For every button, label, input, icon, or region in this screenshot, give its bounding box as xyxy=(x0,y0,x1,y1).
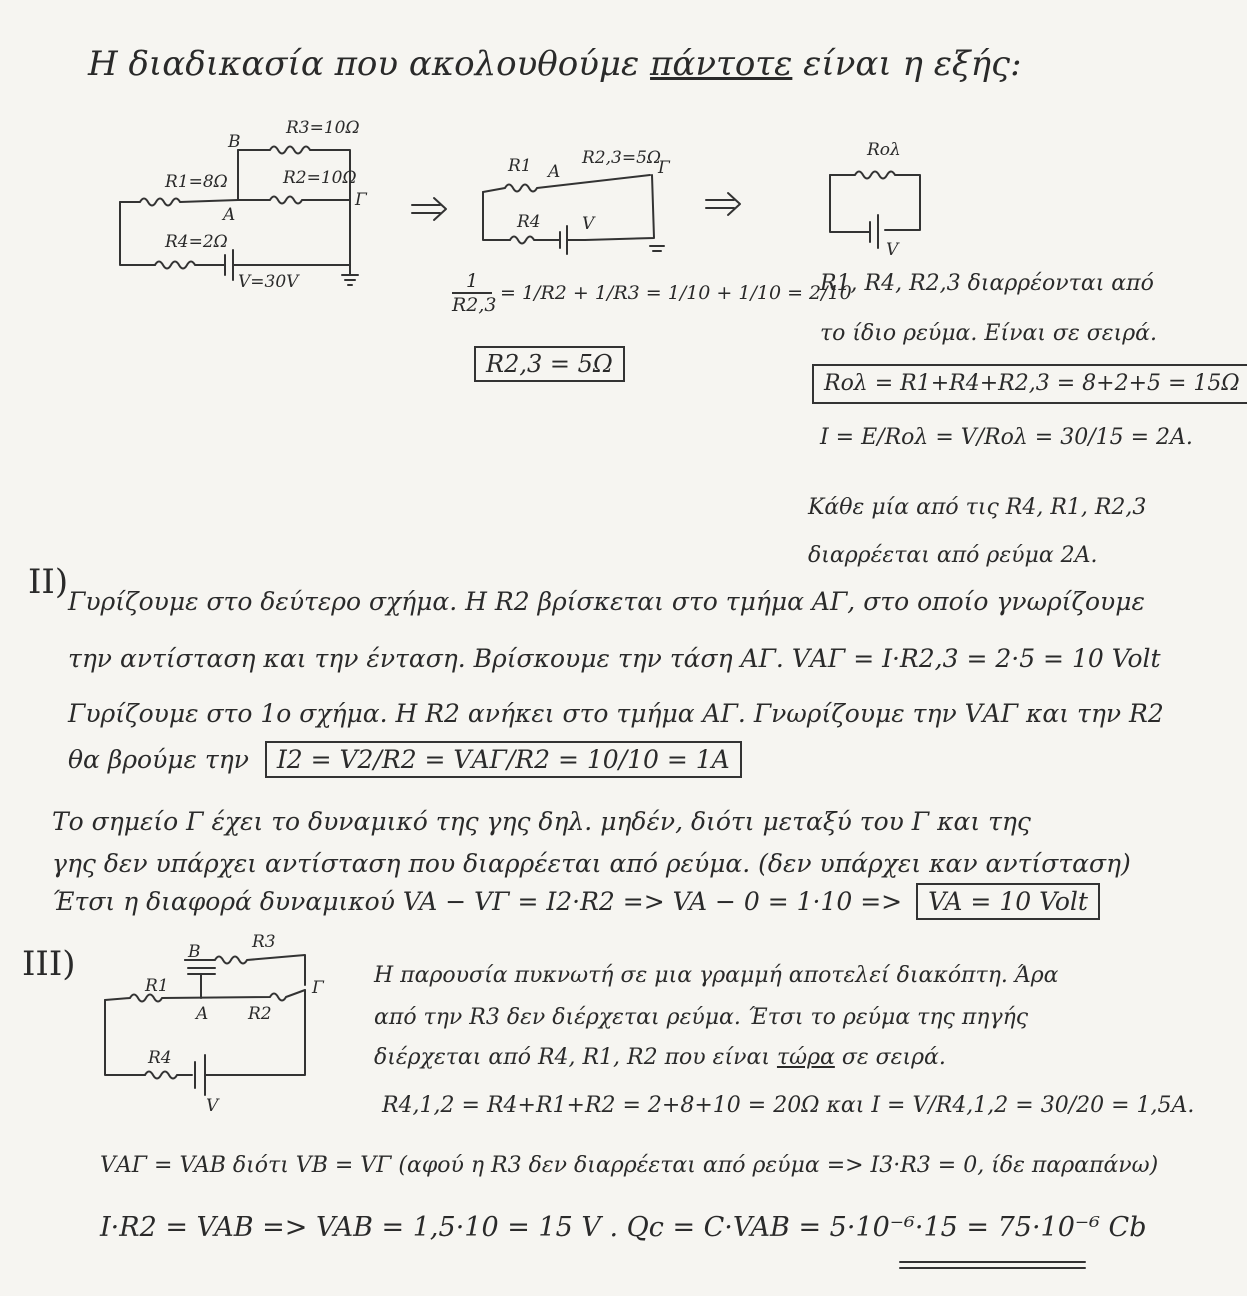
c4-r4 xyxy=(145,1072,192,1079)
circuit-3 xyxy=(830,172,920,249)
c2-r4 xyxy=(510,237,560,244)
c4-label-r3: R3 xyxy=(252,932,276,952)
c1-node-b: B xyxy=(228,132,241,152)
c1-label-r4: R4=2Ω xyxy=(165,232,228,252)
c4-label-r4: R4 xyxy=(148,1048,172,1068)
parallel-lhs xyxy=(452,270,497,316)
c2-label-source: V xyxy=(582,214,595,234)
p2-line-2: την αντίσταση και την ένταση. Βρίσκουμε την τάση ΑΓ. VΑΓ = I·R2,3 = 2·5 = 10 Volt xyxy=(68,644,1161,673)
p2-va-box: VA = 10 Volt xyxy=(916,883,1100,920)
arrow-1 xyxy=(412,198,446,220)
c1-middle-branch xyxy=(238,197,350,204)
c2-label-r1: R1 xyxy=(508,156,532,176)
c1-label-r1: R1=8Ω xyxy=(165,172,228,192)
title-text-end: είναι η εξής: xyxy=(792,44,1022,84)
p3-line-1: Η παρουσία πυκνωτή σε μια γραμμή αποτελεί διακόπτη. Άρα xyxy=(374,963,1059,988)
c4-node-b: B xyxy=(188,942,201,962)
p3-line-3-post: σε σειρά. xyxy=(834,1045,946,1070)
c3-source xyxy=(870,215,878,248)
rc-req-box: Rολ = R1+R4+R2,3 = 8+2+5 = 15Ω xyxy=(812,364,1247,404)
c4-capacitor xyxy=(185,960,215,998)
p2-line-6: γης δεν υπάρχει αντίσταση που διαρρέεται από ρεύμα. (δεν υπάρχει καν αντίσταση) xyxy=(52,849,1131,878)
rc-line-4: διαρρέεται από ρεύμα 2A. xyxy=(808,543,1098,568)
c1-r4 xyxy=(155,262,225,269)
c2-label-r4: R4 xyxy=(517,212,541,232)
parallel-lhs-den: R2,3 xyxy=(452,294,497,316)
c1-ground xyxy=(342,275,358,285)
c2-node-g: Γ xyxy=(658,158,670,178)
c2-left xyxy=(483,192,510,240)
p3-line-2: από την R3 δεν διέρχεται ρεύμα. Έτσι το ρεύμα της πηγής xyxy=(374,1005,1029,1030)
parallel-result: R2,3 = 5Ω xyxy=(474,346,625,382)
c3-label-source: V xyxy=(886,240,899,260)
p3-line-5: VΑΓ = VAB διότι VB = VΓ (αφού η R3 δεν διαρρέεται από ρεύμα => I3·R3 = 0, ίδε παραπάνω) xyxy=(100,1153,1159,1178)
c4-label-r1: R1 xyxy=(145,976,169,996)
circuit-4 xyxy=(105,955,305,1095)
p3-line-3 xyxy=(374,1042,946,1074)
circuit-2 xyxy=(483,175,664,254)
c1-label-source: V=30V xyxy=(238,272,299,292)
p2-line-5: Το σημείο Γ έχει το δυναμικό της γης δηλ. μηδέν, διότι μεταξύ του Γ και της xyxy=(52,807,1031,836)
rc-current: I = E/Rολ = V/Rολ = 30/15 = 2A. xyxy=(820,425,1193,450)
c1-r1-branch xyxy=(120,199,238,206)
p2-line-4-lead: θα βρούμε την xyxy=(68,745,249,774)
p2-line-4 xyxy=(68,744,742,776)
p2-line-7 xyxy=(52,886,1100,918)
c4-label-source: V xyxy=(206,1096,219,1116)
c2-right xyxy=(585,175,654,240)
p2-line-3: Γυρίζουμε στο 1ο σχήμα. Η R2 ανήκει στο τμήμα ΑΓ. Γνωρίζουμε την VΑΓ και την R2 xyxy=(68,699,1164,728)
c1-node-g: Γ xyxy=(355,190,367,210)
c2-label-r23: R2,3=5Ω xyxy=(582,148,661,168)
p3-line-3-pre: διέρχεται από R4, R1, R2 που είναι xyxy=(374,1045,777,1070)
p2-i2-box: I2 = V2/R2 = VΑΓ/R2 = 10/10 = 1A xyxy=(265,741,742,778)
rc-line-2: το ίδιο ρεύμα. Είναι σε σειρά. xyxy=(820,321,1157,346)
title-text-start: Η διαδικασία που ακολουθούμε xyxy=(88,44,651,84)
c2-ground xyxy=(650,246,664,251)
c2-node-a: A xyxy=(548,162,561,182)
part-2-numeral: II) xyxy=(28,562,69,602)
c1-label-r2: R2=10Ω xyxy=(283,168,357,188)
c1-left-wire xyxy=(120,202,155,265)
p2-line-7-lead: Έτσι η διαφορά δυναμικού VA − VΓ = I2·R2 => VA − 0 = 1·10 => xyxy=(52,887,903,916)
title-emphasis: πάντοτε xyxy=(650,44,793,84)
parallel-rhs: = 1/R2 + 1/R3 = 1/10 + 1/10 = 2/10 xyxy=(500,282,852,304)
c4-left xyxy=(105,1000,145,1075)
c3-label-req: Rολ xyxy=(867,140,901,160)
rc-line-1: R1, R4, R2,3 διαρρέονται από xyxy=(820,271,1154,296)
c4-node-a: A xyxy=(196,1004,209,1024)
c2-top xyxy=(483,175,650,192)
c4-middle xyxy=(105,990,305,1002)
p3-line-6: I·R2 = VAB => VAB = 1,5·10 = 15 V . Qc = C·VAB = 5·10⁻⁶·15 = 75·10⁻⁶ Cb xyxy=(100,1212,1147,1243)
final-underline xyxy=(900,1262,1085,1268)
parallel-lhs-num: 1 xyxy=(452,270,492,294)
p3-line-3-emph: τώρα xyxy=(776,1045,835,1070)
c1-top-branch xyxy=(238,147,350,276)
c1-node-a: A xyxy=(223,205,236,225)
arrow-2 xyxy=(706,193,740,215)
c4-label-r2: R2 xyxy=(248,1004,272,1024)
p3-line-4: R4,1,2 = R4+R1+R2 = 2+8+10 = 20Ω και I = V/R4,1,2 = 30/20 = 1,5A. xyxy=(382,1093,1195,1118)
c3-top xyxy=(830,172,920,231)
rc-line-3: Κάθε μία από τις R4, R1, R2,3 xyxy=(808,495,1147,520)
c4-node-g: Γ xyxy=(312,978,324,998)
p2-line-1: Γυρίζουμε στο δεύτερο σχήμα. Η R2 βρίσκεται στο τμήμα ΑΓ, στο οποίο γνωρίζουμε xyxy=(68,587,1145,616)
part-3-numeral: III) xyxy=(22,944,76,984)
c1-label-r3: R3=10Ω xyxy=(286,118,360,138)
c3-left xyxy=(830,175,870,232)
